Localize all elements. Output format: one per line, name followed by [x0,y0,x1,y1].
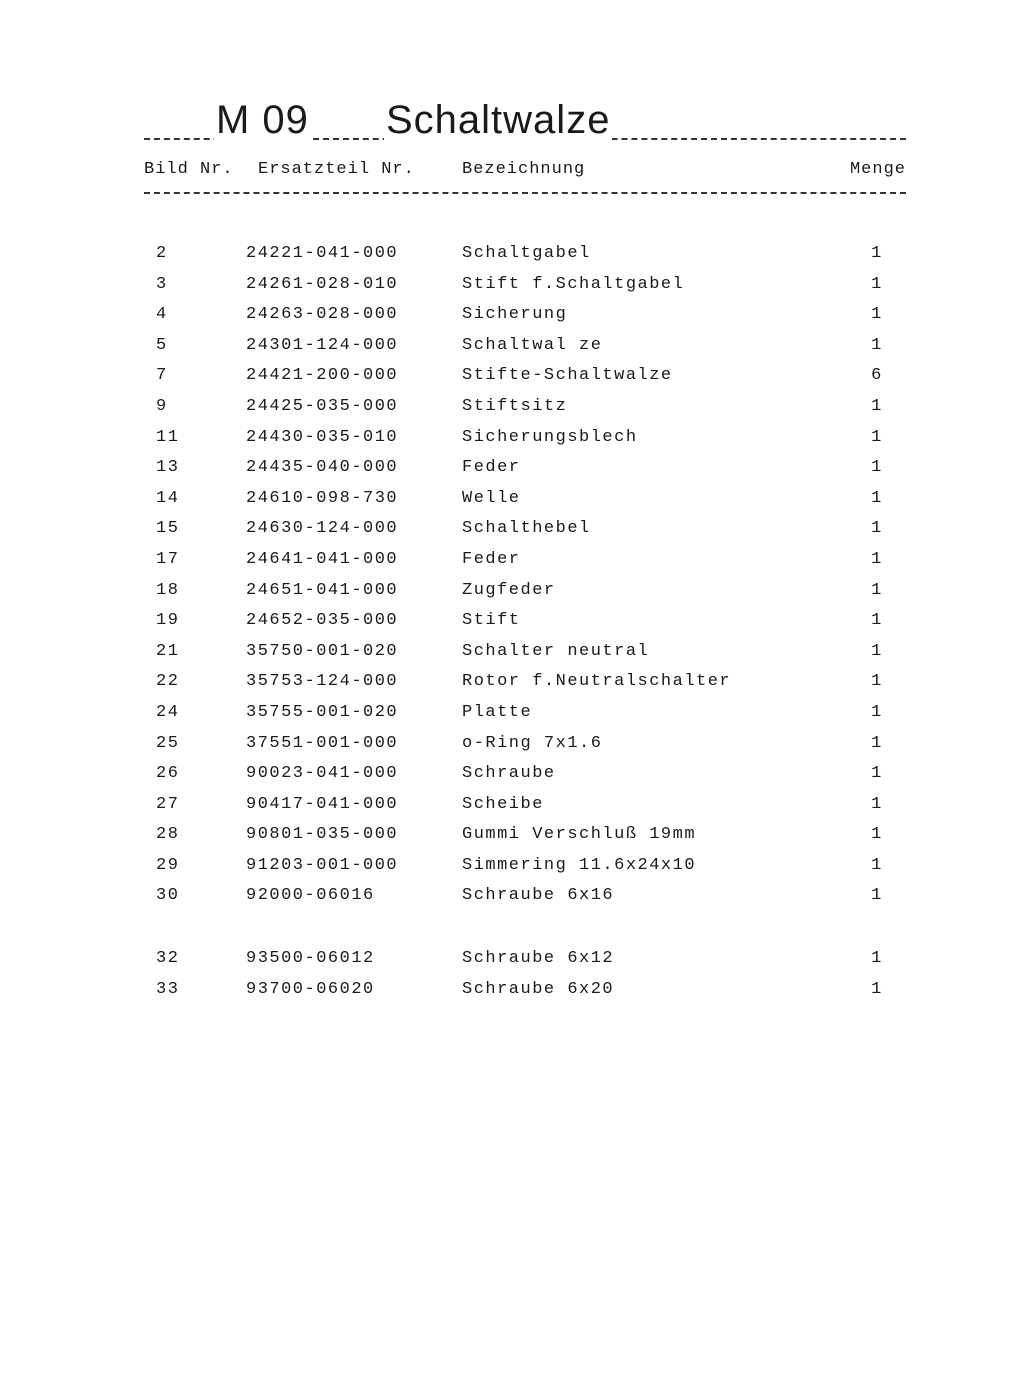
cell-menge: 1 [871,396,883,416]
table-row [144,332,906,363]
cell-menge: 1 [871,825,883,845]
table-row [144,882,906,913]
cell-bild: 11 [156,427,180,447]
cell-bild: 13 [156,458,180,478]
cell-menge: 6 [871,366,883,386]
header-menge: Menge [849,160,906,179]
page-title [144,98,906,148]
cell-ersatzteil: 90417-041-000 [246,794,399,814]
cell-menge: 1 [871,702,883,722]
cell-bild: 24 [156,702,180,722]
cell-ersatzteil: 37551-001-000 [246,733,399,753]
cell-menge: 1 [871,519,883,539]
table-row [144,515,906,546]
table-row [144,362,906,393]
cell-bild: 5 [156,335,168,355]
cell-menge: 1 [871,764,883,784]
cell-bild: 7 [156,366,168,386]
cell-ersatzteil: 24421-200-000 [246,366,399,386]
cell-ersatzteil: 90023-041-000 [246,764,399,784]
cell-menge: 1 [871,672,883,692]
cell-bild: 25 [156,733,180,753]
cell-bild: 33 [156,979,180,999]
cell-bild: 4 [156,305,168,325]
table-row [144,393,906,424]
cell-bezeichnung: Schaltgabel [462,244,591,263]
parts-table [144,240,906,1006]
title-name: Schaltwalze [386,98,611,142]
table-row [144,546,906,577]
cell-menge: 1 [871,886,883,906]
cell-menge: 1 [871,488,883,508]
cell-menge: 1 [871,641,883,661]
cell-menge: 1 [871,611,883,631]
cell-bezeichnung: Rotor f.Neutralschalter [462,672,732,692]
table-row [144,976,906,1007]
cell-bezeichnung: Stiftsitz [462,396,568,416]
table-row [144,945,906,976]
cell-ersatzteil: 24651-041-000 [246,580,399,600]
cell-bild: 32 [156,949,180,969]
cell-bezeichnung: Schalthebel [462,519,591,539]
cell-bild: 2 [156,244,168,263]
cell-ersatzteil: 35750-001-020 [246,641,399,661]
cell-ersatzteil: 90801-035-000 [246,825,399,845]
cell-bezeichnung: Stift f.Schaltgabel [462,274,685,294]
cell-bezeichnung: Zugfeder [462,580,556,600]
table-row [144,821,906,852]
cell-menge: 1 [871,335,883,355]
cell-bezeichnung: Schraube 6x20 [462,979,615,999]
cell-ersatzteil: 24630-124-000 [246,519,399,539]
table-row [144,760,906,791]
cell-bezeichnung: Schraube 6x16 [462,886,615,906]
table-header [144,160,906,184]
table-row [144,240,906,271]
cell-bezeichnung: Schraube 6x12 [462,949,615,969]
cell-menge: 1 [871,427,883,447]
cell-ersatzteil: 24425-035-000 [246,396,399,416]
cell-bild: 21 [156,641,180,661]
cell-ersatzteil: 24652-035-000 [246,611,399,631]
cell-ersatzteil: 93700-06020 [246,979,375,999]
cell-menge: 1 [871,274,883,294]
cell-ersatzteil: 24430-035-010 [246,427,399,447]
header-bild: Bild Nr. [144,160,234,179]
cell-bild: 30 [156,886,180,906]
table-row [144,668,906,699]
table-row [144,852,906,883]
cell-bezeichnung: Feder [462,458,521,478]
cell-menge: 1 [871,458,883,478]
cell-bezeichnung: Sicherungsblech [462,427,638,447]
cell-bezeichnung: Simmering 11.6x24x10 [462,855,697,875]
cell-bezeichnung: Schraube [462,764,556,784]
cell-ersatzteil: 24435-040-000 [246,458,399,478]
cell-bild: 17 [156,549,180,569]
table-row [144,424,906,455]
cell-bezeichnung: Stift [462,611,521,631]
table-row [144,577,906,608]
cell-menge: 1 [871,794,883,814]
cell-bezeichnung: Feder [462,549,521,569]
cell-ersatzteil: 24261-028-010 [246,274,399,294]
table-row [144,791,906,822]
table-row [144,301,906,332]
cell-bild: 18 [156,580,180,600]
header-dashed-rule [144,192,906,194]
cell-ersatzteil: 24263-028-000 [246,305,399,325]
header-bezeichnung: Bezeichnung [462,160,586,179]
title-code: M 09 [216,98,309,142]
cell-ersatzteil: 35753-124-000 [246,672,399,692]
cell-ersatzteil: 91203-001-000 [246,855,399,875]
cell-ersatzteil: 24221-041-000 [246,244,399,263]
table-row [144,271,906,302]
table-row [144,638,906,669]
cell-ersatzteil: 24641-041-000 [246,549,399,569]
cell-ersatzteil: 24301-124-000 [246,335,399,355]
cell-ersatzteil: 24610-098-730 [246,488,399,508]
cell-bezeichnung: Schalter neutral [462,641,650,661]
cell-bezeichnung: Welle [462,488,521,508]
cell-bezeichnung: Schaltwal ze [462,335,603,355]
cell-bild: 15 [156,519,180,539]
cell-bezeichnung: Scheibe [462,794,544,814]
cell-bild: 29 [156,855,180,875]
cell-bild: 27 [156,794,180,814]
table-row [144,607,906,638]
header-ersatzteil: Ersatzteil Nr. [258,160,415,179]
cell-menge: 1 [871,979,883,999]
cell-menge: 1 [871,949,883,969]
cell-bezeichnung: Sicherung [462,305,568,325]
cell-ersatzteil: 92000-06016 [246,886,375,906]
cell-bezeichnung: o-Ring 7x1.6 [462,733,603,753]
cell-ersatzteil: 93500-06012 [246,949,375,969]
cell-menge: 1 [871,549,883,569]
cell-bild: 22 [156,672,180,692]
cell-menge: 1 [871,733,883,753]
cell-bezeichnung: Gummi Verschluß 19mm [462,825,697,845]
cell-bild: 26 [156,764,180,784]
table-row [144,730,906,761]
cell-menge: 1 [871,580,883,600]
cell-bezeichnung: Platte [462,702,533,722]
table-row [144,454,906,485]
table-row [144,699,906,730]
cell-menge: 1 [871,244,883,263]
cell-bezeichnung: Stifte-Schaltwalze [462,366,673,386]
cell-bild: 9 [156,396,168,416]
cell-ersatzteil: 35755-001-020 [246,702,399,722]
cell-menge: 1 [871,305,883,325]
cell-bild: 3 [156,274,168,294]
cell-bild: 28 [156,825,180,845]
cell-menge: 1 [871,855,883,875]
cell-bild: 14 [156,488,180,508]
table-row [144,485,906,516]
cell-bild: 19 [156,611,180,631]
